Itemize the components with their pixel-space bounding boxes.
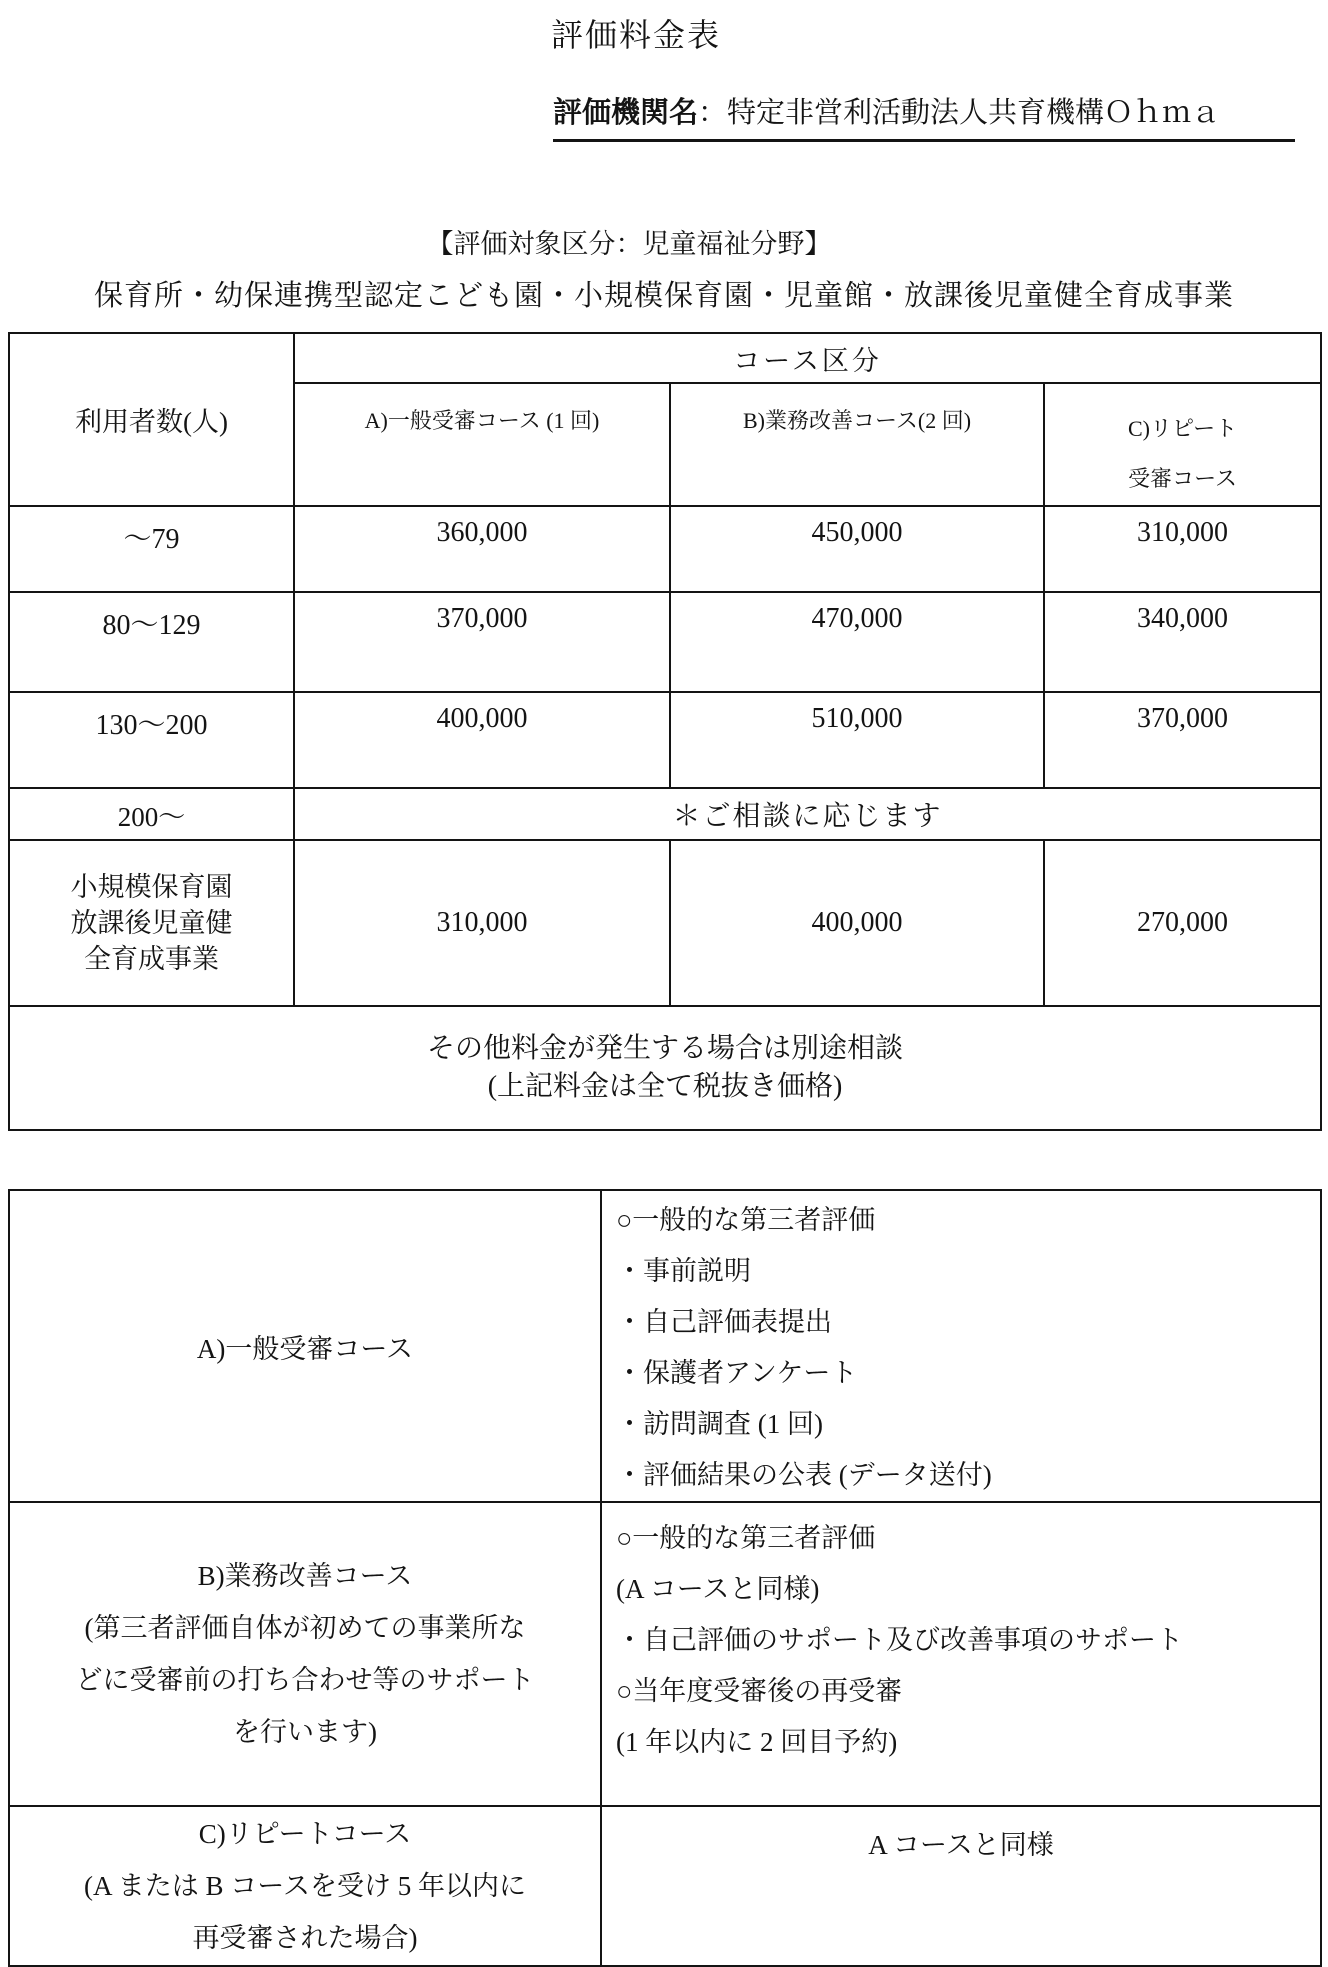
course-row-b	[9, 1502, 1321, 1806]
course-detail-table	[8, 1189, 1322, 1967]
course-b-header-cell: B)業務改善コース(2 回)	[670, 383, 1044, 506]
price-a-cell: 360,000	[294, 506, 670, 592]
course-c-header-line1: C)リピート	[1127, 416, 1238, 441]
course-a-detail-line: ・訪問調査 (1 回)	[616, 1409, 823, 1439]
price-table-header-row-1	[9, 333, 1321, 383]
evaluation-org-line	[553, 90, 1328, 142]
course-c-detail-cell: A コースと同様	[601, 1806, 1321, 1966]
course-c-name-line: C)リピートコース	[198, 1819, 412, 1849]
course-b-detail-line: ○一般的な第三者評価	[616, 1523, 876, 1553]
course-b-detail-line: (1 年以内に 2 回目予約)	[616, 1727, 898, 1757]
evaluation-org-underline	[553, 90, 1295, 142]
users-range-cell: 130～200	[9, 692, 294, 788]
course-row-c	[9, 1806, 1321, 1966]
price-row-130-200	[9, 692, 1321, 788]
course-c-header-cell	[1044, 383, 1321, 506]
org-label: 評価機関名	[553, 97, 699, 129]
price-b-cell: 470,000	[670, 592, 1044, 692]
price-table-note-cell	[9, 1006, 1321, 1130]
price-b-cell: 400,000	[670, 840, 1044, 1006]
price-row-small-scale	[9, 840, 1321, 1006]
course-b-name-line: B)業務改善コース	[197, 1561, 413, 1591]
course-b-name-cell	[9, 1502, 601, 1806]
price-table	[8, 332, 1322, 1131]
course-b-details-cell	[601, 1502, 1321, 1806]
price-c-cell: 340,000	[1044, 592, 1321, 692]
course-b-name-line: (第三者評価自体が初めての事業所な	[84, 1613, 526, 1643]
document-page	[0, 10, 1328, 1953]
users-range-cell: 200～	[9, 788, 294, 840]
course-b-name-line: どに受審前の打ち合わせ等のサポート	[75, 1665, 535, 1695]
users-range-cell: 80～129	[9, 592, 294, 692]
course-a-detail-line: ・評価結果の公表 (データ送付)	[616, 1460, 992, 1490]
course-b-detail-line: (A コースと同様)	[616, 1574, 820, 1604]
course-b-name-line: を行います)	[233, 1717, 377, 1747]
price-c-cell: 270,000	[1044, 840, 1321, 1006]
price-row-80-129	[9, 592, 1321, 692]
price-note-line1: その他料金が発生する場合は別途相談	[427, 1033, 904, 1064]
price-row-under-79	[9, 506, 1321, 592]
course-c-name-cell	[9, 1806, 601, 1966]
course-a-name-cell: A)一般受審コース	[9, 1190, 601, 1502]
user-count-header-cell: 利用者数(人)	[9, 333, 294, 506]
price-note-line2: (上記料金は全て税抜き価格)	[487, 1071, 843, 1102]
price-row-over-200	[9, 788, 1321, 840]
price-a-cell: 370,000	[294, 592, 670, 692]
consultation-note-cell: ＊ご相談に応じます	[294, 788, 1321, 840]
course-c-name-line: (A または B コースを受け 5 年以内に	[84, 1871, 526, 1901]
org-separator: ：	[698, 97, 728, 129]
small-scale-label-cell	[9, 840, 294, 1006]
course-c-name-line: 再受審された場合)	[192, 1923, 418, 1953]
price-a-cell: 310,000	[294, 840, 670, 1006]
price-c-cell: 370,000	[1044, 692, 1321, 788]
course-a-detail-line: ・自己評価表提出	[616, 1307, 832, 1337]
category-subheading: 保育所・幼保連携型認定こども園・小規模保育園・児童館・放課後児童健全育成事業	[93, 280, 1234, 312]
course-c-header-line2: 受審コース	[1128, 466, 1237, 491]
small-scale-label-line1: 小規模保育園	[70, 872, 233, 902]
course-b-detail-line: ○当年度受審後の再受審	[616, 1676, 903, 1706]
course-a-header-cell: A)一般受審コース (1 回)	[294, 383, 670, 506]
price-c-cell: 310,000	[1044, 506, 1321, 592]
course-section-header-cell: コース区分	[294, 333, 1321, 383]
price-b-cell: 450,000	[670, 506, 1044, 592]
course-b-detail-line: ・自己評価のサポート及び改善事項のサポート	[616, 1625, 1183, 1655]
price-table-note-row	[9, 1006, 1321, 1130]
small-scale-label-line3: 全育成事業	[84, 944, 219, 974]
course-a-details-cell	[601, 1190, 1321, 1502]
price-a-cell: 400,000	[294, 692, 670, 788]
org-name: 特定非営利活動法人共育機構Ｏｈｍａ	[727, 97, 1221, 129]
users-range-cell: ～79	[9, 506, 294, 592]
course-a-detail-line: ○一般的な第三者評価	[616, 1205, 876, 1235]
course-a-detail-line: ・保護者アンケート	[616, 1358, 858, 1388]
small-scale-label-line2: 放課後児童健	[70, 908, 233, 938]
course-row-a	[9, 1190, 1321, 1502]
category-heading: 【評価対象区分：児童福祉分野】	[426, 229, 832, 259]
document-title: 評価料金表	[550, 17, 721, 53]
price-b-cell: 510,000	[670, 692, 1044, 788]
course-a-detail-line: ・事前説明	[616, 1256, 751, 1286]
